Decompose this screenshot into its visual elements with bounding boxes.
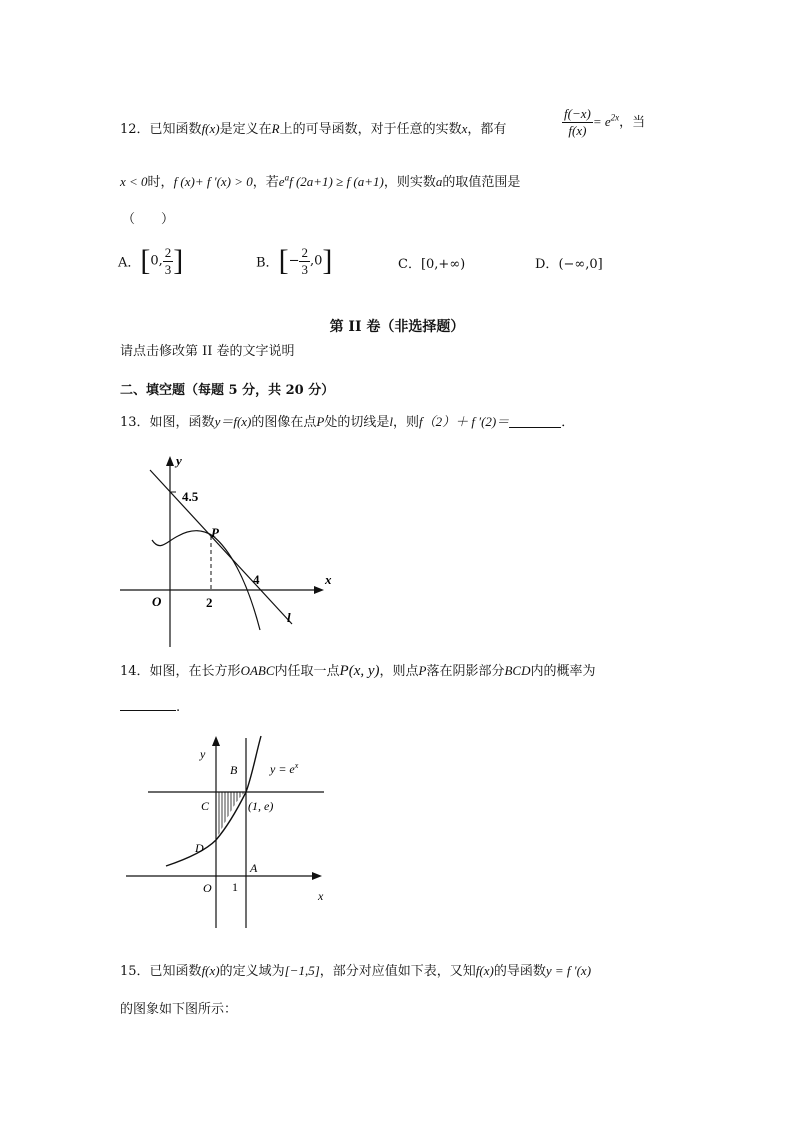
- q12-when: 时，: [147, 175, 174, 190]
- q13-x-tick-2: 2: [206, 595, 213, 610]
- q14-D: D: [195, 841, 204, 855]
- q13-end: ．: [561, 415, 575, 430]
- option-b-rbracket: ]: [322, 244, 333, 277]
- section2-heading: 二、填空题（每题 5 分，共 20 分）: [120, 383, 335, 398]
- q12-line2: [120, 171, 520, 190]
- option-a[interactable]: [118, 244, 183, 280]
- q14-line1: [120, 660, 596, 680]
- q13-text-d: ，则: [392, 415, 419, 430]
- q15-domain: [−1,5]: [284, 963, 320, 978]
- q14-number: 14．: [120, 664, 150, 679]
- option-a-left: 0,: [150, 253, 163, 269]
- q14-text-c: ，则点: [379, 664, 419, 679]
- q15-text-b: 的定义域为: [219, 964, 285, 979]
- q12-range: 的取值范围是: [442, 175, 521, 190]
- section2-note[interactable]: 请点击修改第 II 卷的文字说明: [120, 344, 295, 359]
- option-b-right: ,0: [309, 253, 323, 269]
- q12-e: e: [278, 174, 285, 189]
- q13-x-arrow: [314, 586, 324, 594]
- q15-deriv: y = f ′(x): [545, 963, 592, 978]
- q13-x-tick-4: 4: [253, 572, 260, 587]
- q13-expr: f（2）＋ f ′(2)＝: [419, 414, 510, 429]
- option-a-lbracket: [: [140, 244, 151, 277]
- q14-origin: O: [203, 881, 212, 895]
- q13-text-a: 如图，函数: [149, 415, 215, 430]
- q12-eq-exp: 2x: [610, 112, 620, 123]
- q13-x-label: x: [325, 572, 332, 587]
- q13-func: y＝f(x): [214, 414, 252, 429]
- q15-text-c: ，部分对应值如下表，又知: [319, 964, 476, 979]
- option-c-value: [0,+∞): [420, 257, 466, 272]
- q14-text-b: 内任取一点: [274, 664, 340, 679]
- q15-fx: f(x): [201, 963, 220, 978]
- q13-graph: [110, 452, 350, 652]
- option-a-label: A．: [118, 255, 141, 271]
- option-c[interactable]: [398, 253, 465, 272]
- q14-A: A: [250, 861, 258, 875]
- q13-line: [120, 411, 574, 430]
- q13-answer-blank[interactable]: [509, 426, 561, 428]
- q13-y-tick-label: 4.5: [182, 489, 199, 504]
- option-c-label: C．: [398, 257, 421, 272]
- q15-text-d: 的导函数: [493, 964, 546, 979]
- q14-x-label: x: [318, 889, 324, 903]
- q12-frac-num: f(−x): [564, 106, 591, 121]
- q13-l: l: [389, 414, 393, 429]
- q14-Pxy: P(x, y): [339, 663, 380, 679]
- q15-fx2: f(x): [475, 963, 494, 978]
- q14-curve: [166, 736, 261, 866]
- q14-end: .: [176, 700, 181, 715]
- q12-e-exp: a: [284, 172, 290, 183]
- q12-eq-rhs: = e: [592, 114, 611, 129]
- q12-fx: f(x): [201, 121, 220, 136]
- q14-C: C: [201, 799, 210, 813]
- q14-graph: [120, 728, 340, 933]
- q12-paren: （ ）: [122, 212, 175, 227]
- q14-text-d: 落在阴影部分: [426, 664, 505, 679]
- q14-curve-label: $y = e^x$: [270, 761, 299, 776]
- q14-y-label: y: [200, 747, 206, 761]
- q14-text-a: 如图，在长方形: [149, 664, 241, 679]
- q12-then: ，则实数: [383, 175, 436, 190]
- q14-OABC: OABC: [240, 663, 275, 678]
- q12-ineq: f (x)+ f ′(x) > 0: [173, 174, 253, 189]
- q14-text-e: 内的概率为: [530, 664, 596, 679]
- q13-text-b: 的图像在点: [251, 415, 317, 430]
- q12-frac-den: f(x): [568, 123, 587, 138]
- q12-f-ineq: f (2a+1) ≥ f (a+1): [289, 174, 384, 189]
- option-b[interactable]: [256, 244, 332, 280]
- option-b-lbracket: [: [278, 244, 289, 277]
- q13-number: 13．: [120, 415, 150, 430]
- q12-text-b: 是定义在: [219, 122, 272, 137]
- q12-text-a: 已知函数: [149, 122, 202, 137]
- option-b-den: 3: [301, 261, 308, 277]
- q12-line1: [120, 118, 506, 137]
- q15-line2: 的图象如下图所示：: [120, 1002, 238, 1017]
- q12-text-e: ，当: [619, 115, 646, 130]
- q12-text-d: ，都有: [467, 122, 507, 137]
- option-b-label: B．: [256, 255, 279, 271]
- q12-fraction: [562, 106, 645, 139]
- q13-text-c: 处的切线是: [324, 415, 390, 430]
- q13-point-label: P: [211, 525, 219, 540]
- section2-title: 第 II 卷（非选择题）: [329, 319, 465, 335]
- q14-P: P: [418, 663, 427, 678]
- q12-x: x: [461, 121, 468, 136]
- q14-one: 1: [232, 880, 238, 894]
- q14-BCD: BCD: [504, 663, 531, 678]
- q12-R: R: [271, 121, 280, 136]
- q12-text-c: 上的可导函数，对于任意的实数: [279, 122, 462, 137]
- q14-B: B: [230, 763, 238, 777]
- q13-line-label: l: [287, 610, 291, 625]
- q15-line1: [120, 960, 591, 979]
- q12-number: 12．: [120, 122, 150, 137]
- q14-point: (1, e): [248, 799, 274, 813]
- option-a-rbracket: ]: [173, 244, 184, 277]
- q14-x-arrow: [312, 872, 322, 880]
- q13-curve: [152, 531, 260, 630]
- q13-y-arrow: [166, 456, 174, 466]
- q14-line2: [120, 700, 180, 715]
- option-d-label: D．: [535, 257, 559, 272]
- option-d-value: (−∞,0]: [558, 257, 603, 272]
- option-a-den: 3: [164, 261, 172, 277]
- option-a-num: 2: [164, 244, 172, 260]
- q12-a: a: [435, 174, 443, 189]
- option-b-left: −: [288, 253, 300, 269]
- q12-if: ，若: [252, 175, 279, 190]
- q15-number: 15．: [120, 964, 150, 979]
- option-b-num: 2: [301, 244, 308, 260]
- option-d[interactable]: [535, 253, 603, 272]
- q14-y-arrow: [212, 736, 220, 746]
- q15-text-a: 已知函数: [149, 964, 202, 979]
- q12-cond: x < 0: [120, 174, 148, 189]
- q13-y-label: y: [176, 453, 182, 468]
- q13-origin: O: [152, 594, 162, 609]
- q14-answer-blank[interactable]: [120, 709, 176, 711]
- q13-P: P: [316, 414, 325, 429]
- q13-tangent-line: [150, 470, 292, 624]
